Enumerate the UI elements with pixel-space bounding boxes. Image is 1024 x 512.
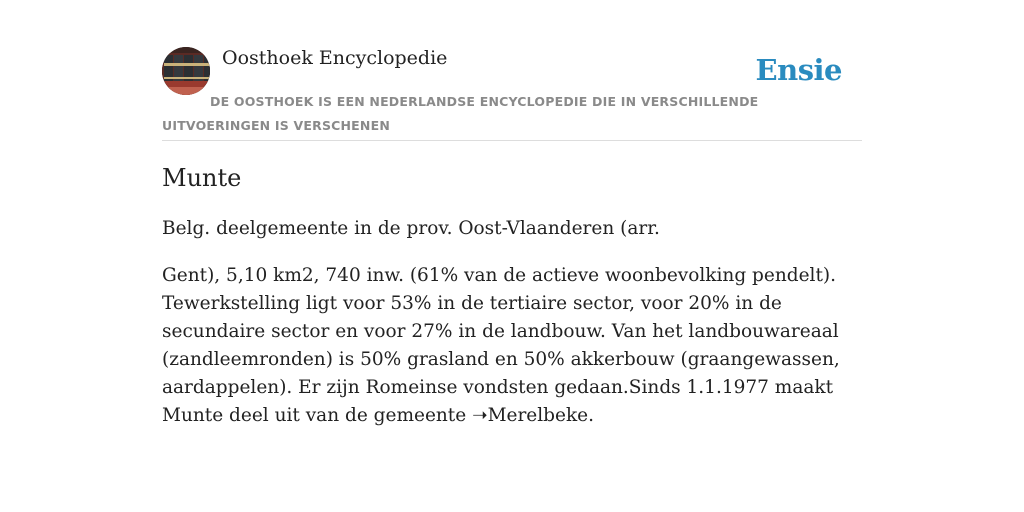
source-tagline: DE OOSTHOEK IS EEN NEDERLANDSE ENCYCLOPEDIE DIE IN VERSCHILLENDE UITVOERINGEN IS VERSCHENEN xyxy=(162,94,759,133)
article-paragraph: Gent), 5,10 km2, 740 inw. (61% van de actieve woonbevolking pendelt). Tewerkstelling ligt voor 53% in de tertiaire sector, voor 20% in de secundaire sector en voor 27% in de landbouw. Van het landbouwareaal (zandleemronden) is 50% grasland en 50% akkerbouw (graangewassen, aardappelen). Er zijn Romeinse vondsten gedaan.Sinds 1.1.1977 maakt Munte deel uit van de gemeente ➝Merelbeke. xyxy=(162,265,840,426)
article-paragraph: Belg. deelgemeente in de prov. Oost-Vlaanderen (arr. xyxy=(162,218,660,239)
article xyxy=(162,160,872,430)
source-header xyxy=(162,46,862,141)
encyclopedia-books-icon[interactable] xyxy=(162,47,210,95)
article-title: Munte xyxy=(162,164,242,192)
brand-logo[interactable]: Ensie xyxy=(755,53,842,87)
source-name[interactable]: Oosthoek Encyclopedie xyxy=(222,47,448,69)
